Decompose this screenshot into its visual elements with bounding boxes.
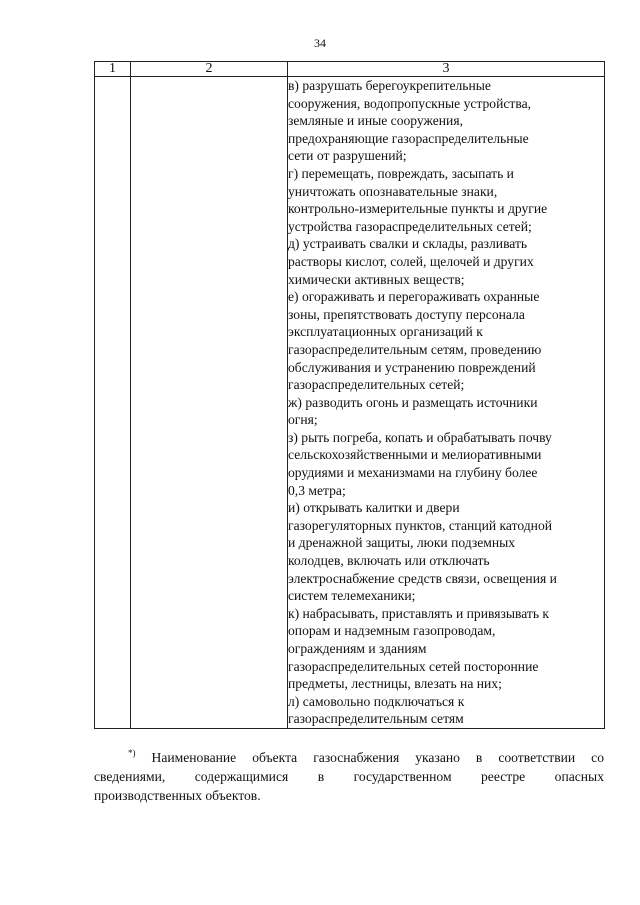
footnote-text-1: Наименование объекта газоснабжения указано в соответствии со xyxy=(151,750,604,765)
footnote-line-1 xyxy=(94,744,604,767)
text-line: устройства газораспределительных сетей; xyxy=(288,218,532,234)
text-line: контрольно-измерительные пункты и другие xyxy=(288,201,548,217)
text-line: г) перемещать, повреждать, засыпать и xyxy=(288,165,514,181)
text-line: л) самовольно подключаться к xyxy=(288,693,465,709)
text-line: предохраняющие газораспределительные xyxy=(288,130,529,146)
text-line: обслуживания и устранению повреждений xyxy=(288,359,536,375)
text-line: земляные и иные сооружения, xyxy=(288,113,463,129)
text-line: сети от разрушений; xyxy=(288,148,407,164)
text-line: систем телемеханики; xyxy=(288,588,416,604)
table-row xyxy=(95,77,605,729)
text-line: растворы кислот, солей, щелочей и других xyxy=(288,253,534,269)
text-line: огня; xyxy=(288,412,318,428)
column-header-2: 2 xyxy=(131,62,288,77)
table-header-row xyxy=(95,62,605,77)
text-line: д) устраивать свалки и склады, разливать xyxy=(288,236,528,252)
column-header-1: 1 xyxy=(95,62,131,77)
table-cell-col3 xyxy=(288,77,605,729)
text-line: ж) разводить огонь и размещать источники xyxy=(288,394,538,410)
page-number: 34 xyxy=(314,36,326,50)
text-line: газорегуляторных пунктов, станций катодной xyxy=(288,517,553,533)
text-line: зоны, препятствовать доступу персонала xyxy=(288,306,525,322)
footnote-line-3: производственных объектов. xyxy=(94,788,261,803)
text-line: предметы, лестницы, влезать на них; xyxy=(288,676,502,692)
footnote-marker: *) xyxy=(128,748,136,758)
text-line: сооружения, водопропускные устройства, xyxy=(288,95,532,111)
prohibitions-table xyxy=(94,61,605,729)
column-header-3: 3 xyxy=(288,62,605,77)
text-line: е) огораживать и перегораживать охранные xyxy=(288,289,540,305)
text-line: 0,3 метра; xyxy=(288,482,346,498)
text-line: опорам и надземным газопроводам, xyxy=(288,623,496,639)
table-cell-col1 xyxy=(95,77,131,729)
text-line: з) рыть погреба, копать и обрабатывать почву xyxy=(288,429,552,445)
text-line: в) разрушать берегоукрепительные xyxy=(288,78,491,93)
footnote xyxy=(94,744,604,805)
text-line: химически активных веществ; xyxy=(288,271,465,287)
text-line: и) открывать калитки и двери xyxy=(288,500,460,516)
text-line: и дренажной защиты, люки подземных xyxy=(288,535,516,551)
text-line: газораспределительных сетей посторонние xyxy=(288,658,539,674)
text-line: сельскохозяйственными и мелиоративными xyxy=(288,447,542,463)
text-line: к) набрасывать, приставлять и привязывать к xyxy=(288,605,550,621)
text-line: колодцев, включать или отключать xyxy=(288,553,490,569)
text-line: газораспределительным сетям, проведению xyxy=(288,341,542,357)
text-line: эксплуатационных организаций к xyxy=(288,324,483,340)
text-line: газораспределительных сетей; xyxy=(288,377,465,393)
text-line: уничтожать опознавательные знаки, xyxy=(288,183,498,199)
text-line: орудиями и механизмами на глубину более xyxy=(288,465,538,481)
text-line: газораспределительным сетям xyxy=(288,711,464,727)
text-line: электроснабжение средств связи, освещения и xyxy=(288,570,557,586)
table-cell-col2 xyxy=(131,77,288,729)
text-line: ограждениям и зданиям xyxy=(288,641,427,656)
footnote-line-2: сведениями, содержащимися в государственном реестре опасных xyxy=(94,769,604,784)
